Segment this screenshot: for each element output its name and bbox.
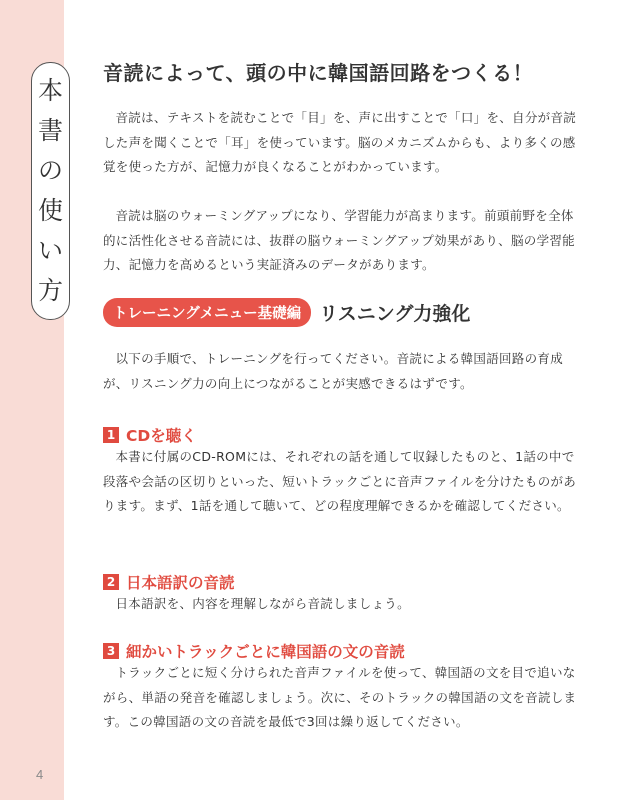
step-text: トラックごとに短く分けられた音声ファイルを使って、韓国語の文を目で追いながら、単語の発音を確認しましょう。次に、そのトラックの韓国語の文を音読します。この韓国語の文の音読を最低で3回は繰り返してください。 bbox=[103, 665, 577, 729]
step-title: CDを聴く bbox=[126, 427, 197, 445]
intro-paragraph: 音読は、テキストを読むことで「目」を、声に出すことで「口」を、自分が音読した声を聞くことで「耳」を使っています。脳のメカニズムからも、より多くの感覚を使った方が、記憶力が良くなることがわかっています。 bbox=[103, 110, 577, 174]
step-number-badge: 2 bbox=[103, 574, 119, 590]
step-number-badge: 1 bbox=[103, 427, 119, 443]
intro-paragraph: 音読は脳のウォーミングアップになり、学習能力が高まります。前頭前野を全体的に活性化させる音読には、抜群の脳ウォーミングアップ効果があり、脳の学習能力、記憶力を高めるという実証済みのデータがあります。 bbox=[103, 208, 575, 272]
page-number: 4 bbox=[36, 767, 44, 782]
step-text: 日本語訳を、内容を理解しながら音読しましょう。 bbox=[115, 596, 410, 611]
step-heading bbox=[103, 640, 405, 662]
section-title-char: 使 bbox=[37, 196, 63, 225]
menu-title: リスニング力強化 bbox=[319, 302, 471, 325]
step-text: 本書に付属のCD-ROMには、それぞれの話を通して収録したものと、1話の中で段落や会話の区切りといった、短いトラックごとに音声ファイルを分けたものがあります。まず、1話を通して聴いて、どの程度理解できるかを確認してください。 bbox=[103, 449, 577, 513]
section-title-char: 書 bbox=[37, 116, 63, 145]
step-title: 細かいトラックごとに韓国語の文の音読 bbox=[126, 643, 405, 661]
menu-intro-paragraph: 以下の手順で、トレーニングを行ってください。音読による韓国語回路の育成が、リスニング力の向上につながることが実感できるはずです。 bbox=[103, 351, 564, 391]
main-heading: 音読によって、頭の中に韓国語回路をつくる！ bbox=[103, 61, 534, 85]
step-number-badge: 3 bbox=[103, 643, 119, 659]
step-title: 日本語訳の音読 bbox=[126, 574, 235, 592]
section-title-char: 本 bbox=[37, 76, 63, 105]
menu-badge: トレーニングメニュー基礎編 bbox=[103, 298, 311, 327]
training-menu-heading bbox=[103, 297, 470, 327]
section-title-vertical bbox=[31, 62, 70, 320]
step-heading bbox=[103, 571, 235, 593]
step-heading bbox=[103, 424, 197, 446]
section-title-char: 方 bbox=[37, 276, 63, 305]
section-title-char: の bbox=[37, 156, 63, 185]
section-title-char: い bbox=[37, 236, 63, 265]
